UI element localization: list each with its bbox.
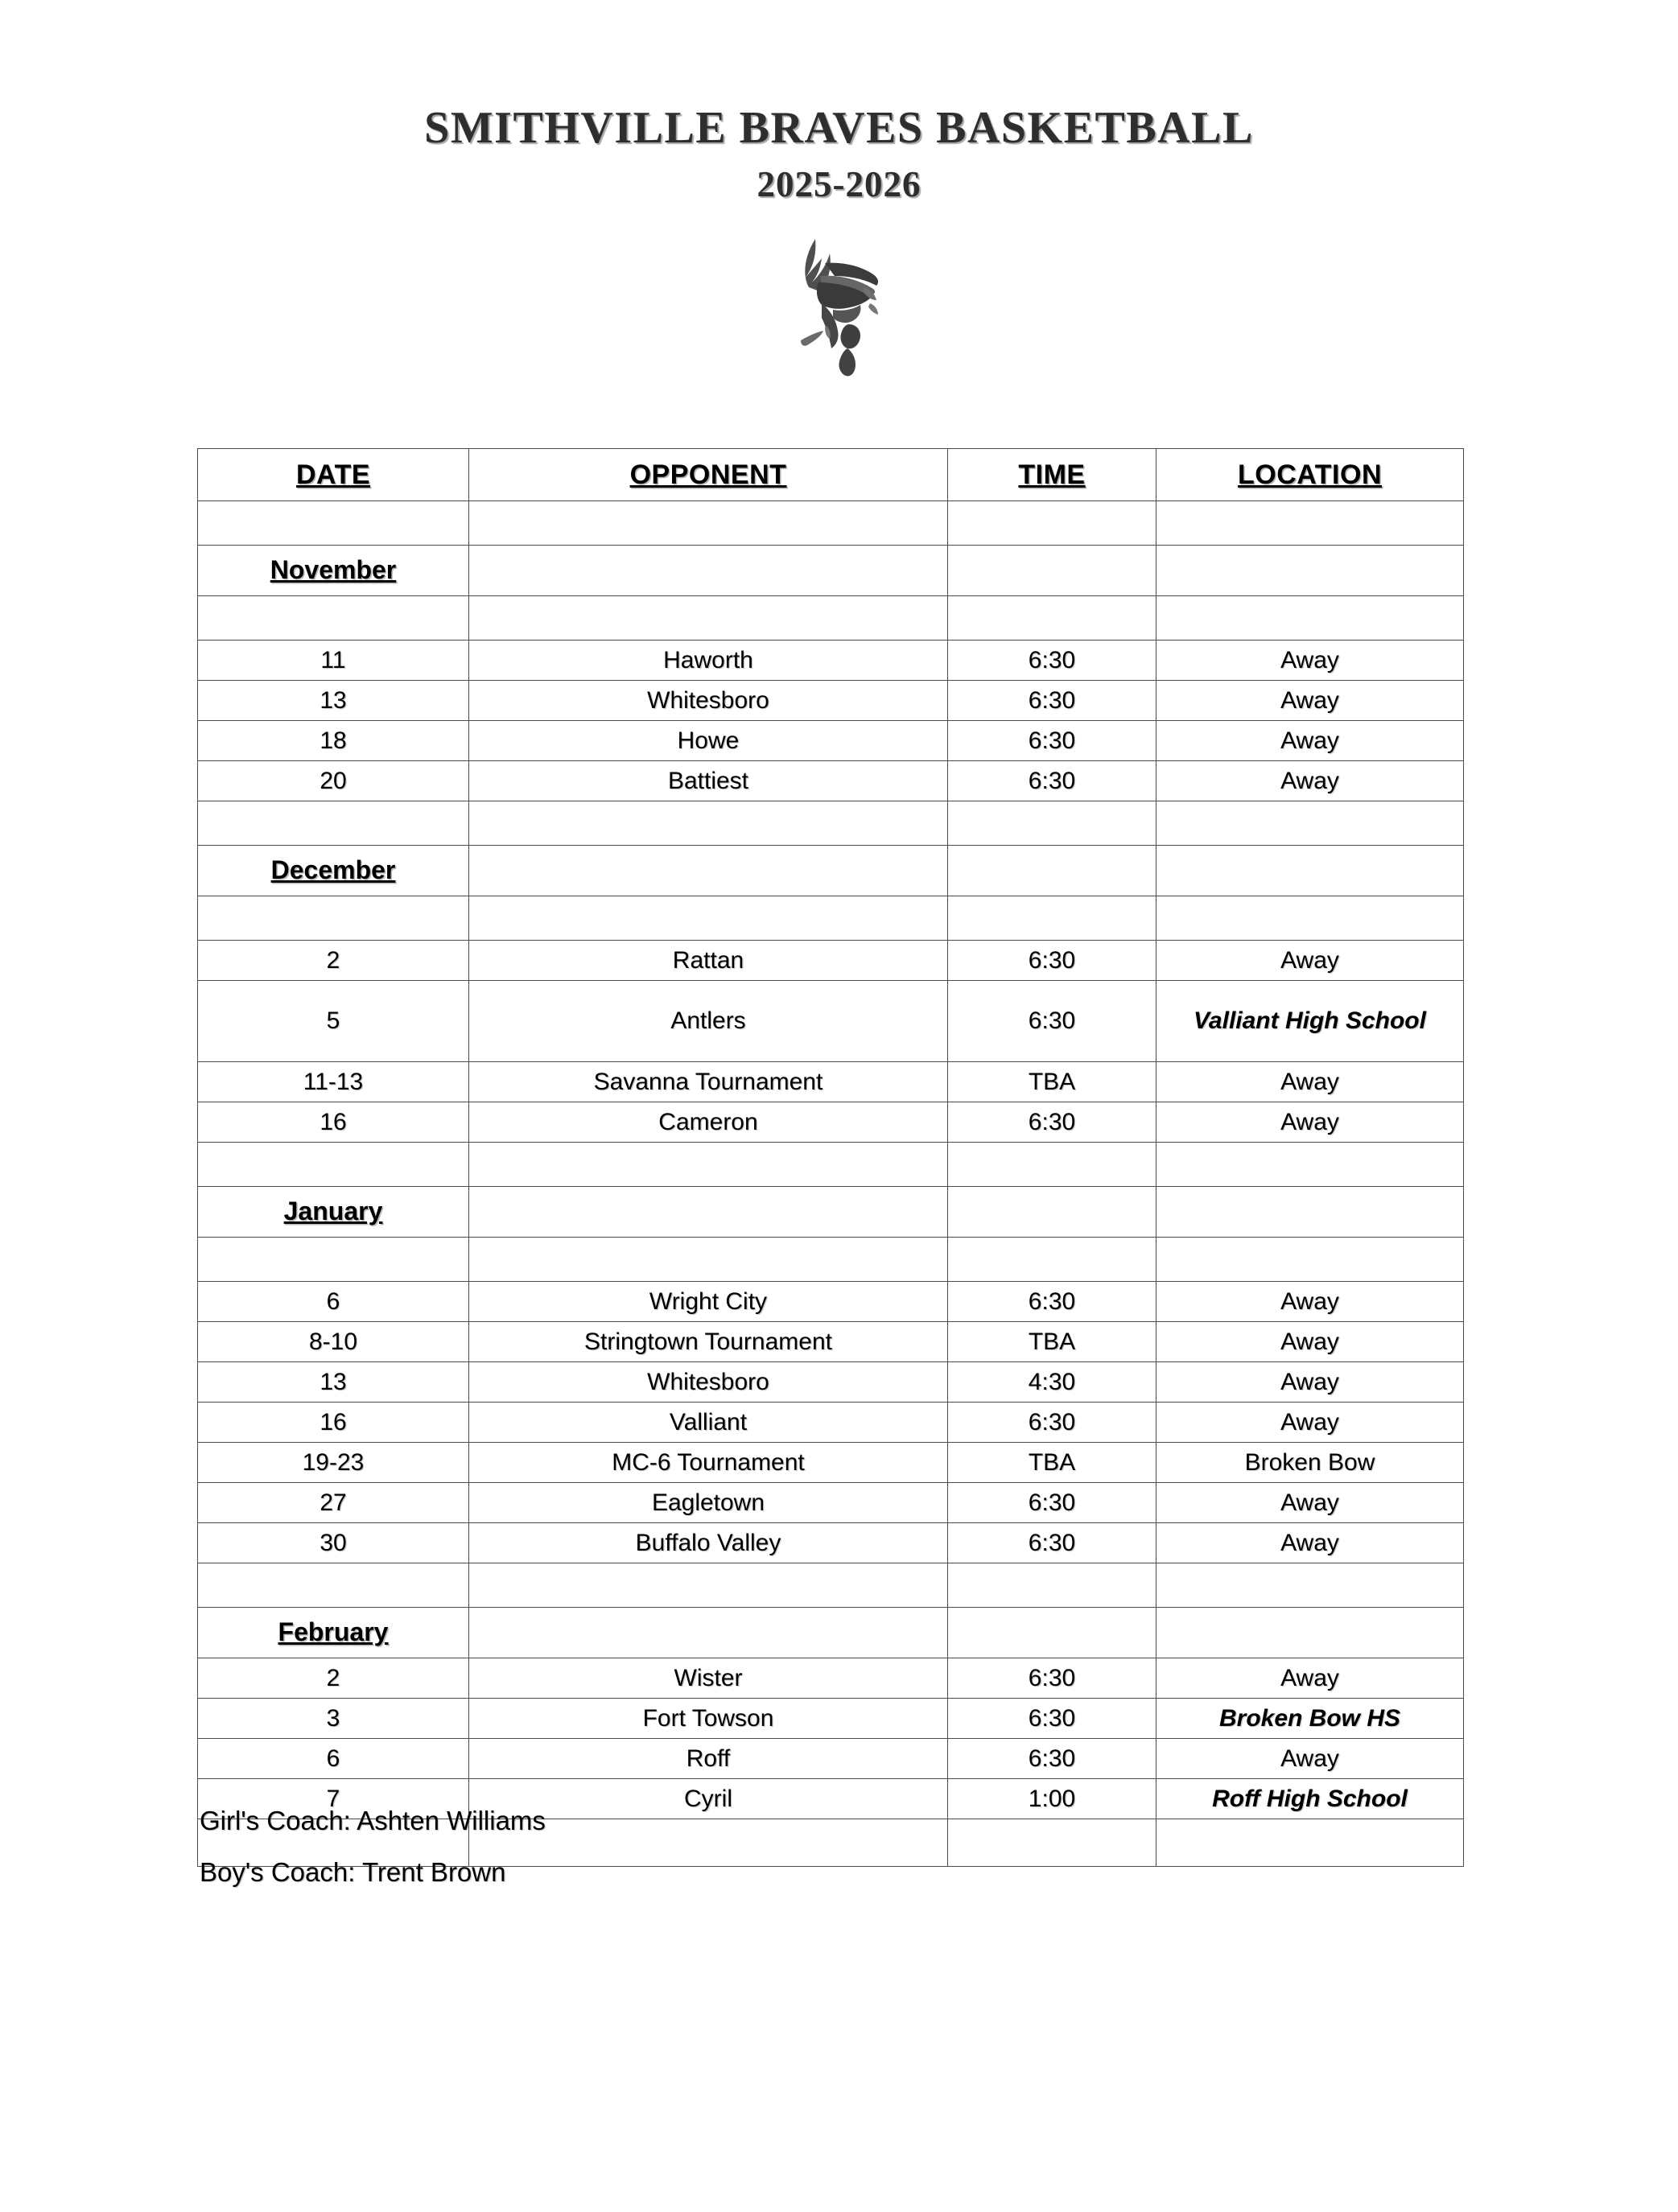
game-time: TBA [1028,1448,1076,1476]
cell-opponent [469,1322,948,1362]
schedule-table [197,448,1464,1867]
header-date-label: DATE [295,459,371,490]
cell-opponent [469,981,948,1062]
game-date: 18 [320,727,347,754]
game-date: 6 [326,1744,340,1772]
cell-location [1156,941,1464,981]
cell-location [1156,761,1464,801]
game-opponent: Fort Towson [642,1704,774,1732]
title-season: 2025-2026 [757,163,921,204]
cell-time [948,1443,1156,1483]
coach-info [200,1806,1165,1909]
game-date: 13 [320,686,347,714]
month-row-november [198,546,1464,596]
game-location: Away [1280,1287,1339,1315]
cell-date [198,681,469,721]
cell-location [1156,1699,1464,1739]
game-opponent: Antlers [670,1007,746,1035]
cell-opponent [469,641,948,681]
game-date: 11-13 [303,1068,364,1095]
cell-location [1156,721,1464,761]
game-opponent: Haworth [663,646,753,673]
header-opponent-label: OPPONENT [629,459,787,490]
month-label-cell [198,1608,469,1658]
game-opponent: Valliant [669,1408,748,1436]
game-date: 11 [320,646,346,673]
game-date: 5 [326,1007,340,1035]
cell-time [948,761,1156,801]
game-opponent: Savanna Tournament [593,1068,823,1095]
cell-date [198,641,469,681]
month-row-january [198,1187,1464,1238]
cell-time [948,1699,1156,1739]
game-opponent: Howe [677,727,740,754]
table-row [198,941,1464,981]
spacer-row [198,801,1464,846]
cell-location [1156,1483,1464,1523]
game-time: 6:30 [1028,686,1076,714]
table-row [198,761,1464,801]
game-opponent: Rattan [672,946,744,974]
cell-opponent [469,1739,948,1779]
game-time: 6:30 [1028,1408,1076,1436]
game-date: 7 [326,1785,340,1812]
cell-location [1156,1779,1464,1819]
game-date: 8-10 [308,1328,358,1355]
game-location: Away [1280,1068,1339,1095]
cell-opponent [469,1062,948,1102]
month-label-cell [198,1187,469,1238]
game-opponent: Eagletown [651,1489,765,1516]
month-row-february [198,1608,1464,1658]
table-row [198,1282,1464,1322]
month-label-february: February [278,1617,389,1647]
cell-date [198,1739,469,1779]
month-label-november: November [270,555,397,585]
game-location: Away [1280,1529,1339,1556]
game-date: 16 [320,1108,347,1135]
month-label-january: January [283,1197,383,1226]
column-header-location [1156,449,1464,501]
game-opponent: Whitesboro [647,686,769,714]
cell-time [948,1362,1156,1403]
game-opponent: MC-6 Tournament [612,1448,805,1476]
game-location: Away [1280,646,1339,673]
game-opponent: Battiest [667,767,749,794]
cell-time [948,1523,1156,1563]
game-time: 6:30 [1028,1489,1076,1516]
cell-opponent [469,1362,948,1403]
cell-date [198,1699,469,1739]
game-location: Broken Bow HS [1218,1704,1401,1732]
game-time: TBA [1028,1068,1076,1095]
game-time: 1:00 [1028,1785,1076,1812]
cell-location [1156,1282,1464,1322]
spacer-row [198,1238,1464,1282]
cell-opponent [469,681,948,721]
cell-opponent [469,1282,948,1322]
table-row [198,681,1464,721]
cell-date [198,1443,469,1483]
cell-location [1156,681,1464,721]
cell-location [1156,1362,1464,1403]
cell-time [948,1322,1156,1362]
column-header-date [198,449,469,501]
cell-time [948,641,1156,681]
cell-time [948,1282,1156,1322]
game-opponent: Roff [686,1744,731,1772]
game-location: Away [1280,1408,1339,1436]
game-location: Away [1280,946,1339,974]
cell-location [1156,1102,1464,1143]
cell-location [1156,1403,1464,1443]
game-date: 20 [320,767,347,794]
cell-opponent [469,761,948,801]
cell-opponent [469,1102,948,1143]
cell-opponent [469,1658,948,1699]
table-row [198,1443,1464,1483]
game-time: 6:30 [1028,1007,1076,1035]
game-location: Away [1280,1368,1339,1395]
spacer-row [198,596,1464,641]
game-time: 6:30 [1028,946,1076,974]
table-row [198,1739,1464,1779]
table-row [198,981,1464,1062]
cell-date [198,1102,469,1143]
game-date: 2 [326,1664,340,1691]
cell-date [198,941,469,981]
game-location: Away [1280,727,1339,754]
cell-time [948,1062,1156,1102]
game-time: 6:30 [1028,1664,1076,1691]
game-location: Away [1280,1328,1339,1355]
game-opponent: Whitesboro [647,1368,769,1395]
table-row [198,1362,1464,1403]
cell-time [948,1483,1156,1523]
table-row [198,721,1464,761]
cell-location [1156,1523,1464,1563]
cell-date [198,981,469,1062]
month-label-cell [198,546,469,596]
cell-location [1156,1443,1464,1483]
game-date: 6 [326,1287,340,1315]
table-row [198,1523,1464,1563]
cell-date [198,1523,469,1563]
table-row [198,1403,1464,1443]
cell-location [1156,1322,1464,1362]
cell-time [948,1102,1156,1143]
game-opponent: Cyril [684,1785,732,1812]
cell-date [198,1062,469,1102]
cell-date [198,721,469,761]
cell-opponent [469,1523,948,1563]
game-date: 27 [320,1489,347,1516]
game-date: 13 [320,1368,347,1395]
game-date: 16 [320,1408,347,1436]
table-row [198,1483,1464,1523]
cell-date [198,1658,469,1699]
cell-opponent [469,1483,948,1523]
cell-time [948,981,1156,1062]
game-location: Roff High School [1212,1785,1408,1812]
table-header-row [198,449,1464,501]
cell-opponent [469,1403,948,1443]
game-location: Away [1280,767,1339,794]
spacer-row [198,896,1464,941]
cell-opponent [469,1443,948,1483]
cell-date [198,1483,469,1523]
cell-location [1156,641,1464,681]
cell-opponent [469,941,948,981]
cell-time [948,1658,1156,1699]
table-row [198,1699,1464,1739]
game-opponent: Cameron [658,1108,758,1135]
table-row [198,641,1464,681]
girls-coach-line: Girl's Coach: Ashten Williams [200,1806,546,1835]
column-header-time [948,449,1156,501]
game-date: 2 [326,946,340,974]
game-time: 6:30 [1028,767,1076,794]
cell-date [198,1282,469,1322]
game-date: 3 [326,1704,340,1732]
cell-location [1156,1658,1464,1699]
header-location-label: LOCATION [1237,459,1382,490]
boys-coach-line: Boy's Coach: Trent Brown [200,1857,506,1887]
game-time: 6:30 [1028,1108,1076,1135]
game-opponent: Wister [674,1664,743,1691]
column-header-opponent [469,449,948,501]
game-time: 4:30 [1028,1368,1076,1395]
month-label-cell [198,846,469,896]
cell-opponent [469,1699,948,1739]
table-row [198,1322,1464,1362]
game-time: 6:30 [1028,1704,1076,1732]
table-row [198,1658,1464,1699]
game-location: Away [1280,1744,1339,1772]
spacer-row [198,501,1464,546]
game-location: Away [1280,1664,1339,1691]
game-date: 19-23 [302,1448,365,1476]
spacer-row [198,1563,1464,1608]
game-time: 6:30 [1028,1744,1076,1772]
cell-time [948,1739,1156,1779]
spacer-row [198,1143,1464,1187]
title-main: SMITHVILLE BRAVES BASKETBALL [424,103,1254,153]
game-location: Broken Bow [1244,1448,1375,1476]
brave-head-logo [752,229,913,382]
cell-time [948,681,1156,721]
table-row [198,1102,1464,1143]
table-row [198,1062,1464,1102]
cell-location [1156,1062,1464,1102]
game-time: 6:30 [1028,1529,1076,1556]
game-time: TBA [1028,1328,1076,1355]
game-location: Away [1280,1489,1339,1516]
cell-time [948,1403,1156,1443]
month-row-december [198,846,1464,896]
game-opponent: Stringtown Tournament [584,1328,832,1355]
cell-location [1156,981,1464,1062]
game-time: 6:30 [1028,646,1076,673]
game-opponent: Buffalo Valley [635,1529,781,1556]
game-date: 30 [320,1529,347,1556]
game-location: Valliant High School [1194,1007,1426,1035]
game-location: Away [1280,1108,1339,1135]
month-label-december: December [270,855,396,885]
cell-location [1156,1739,1464,1779]
header-time-label: TIME [1018,459,1086,490]
cell-time [948,941,1156,981]
cell-date [198,1403,469,1443]
cell-time [948,721,1156,761]
cell-opponent [469,721,948,761]
page-title [0,103,1678,205]
game-time: 6:30 [1028,1287,1076,1315]
cell-date [198,761,469,801]
game-opponent: Wright City [649,1287,768,1315]
game-time: 6:30 [1028,727,1076,754]
cell-date [198,1362,469,1403]
cell-date [198,1322,469,1362]
game-location: Away [1280,686,1339,714]
